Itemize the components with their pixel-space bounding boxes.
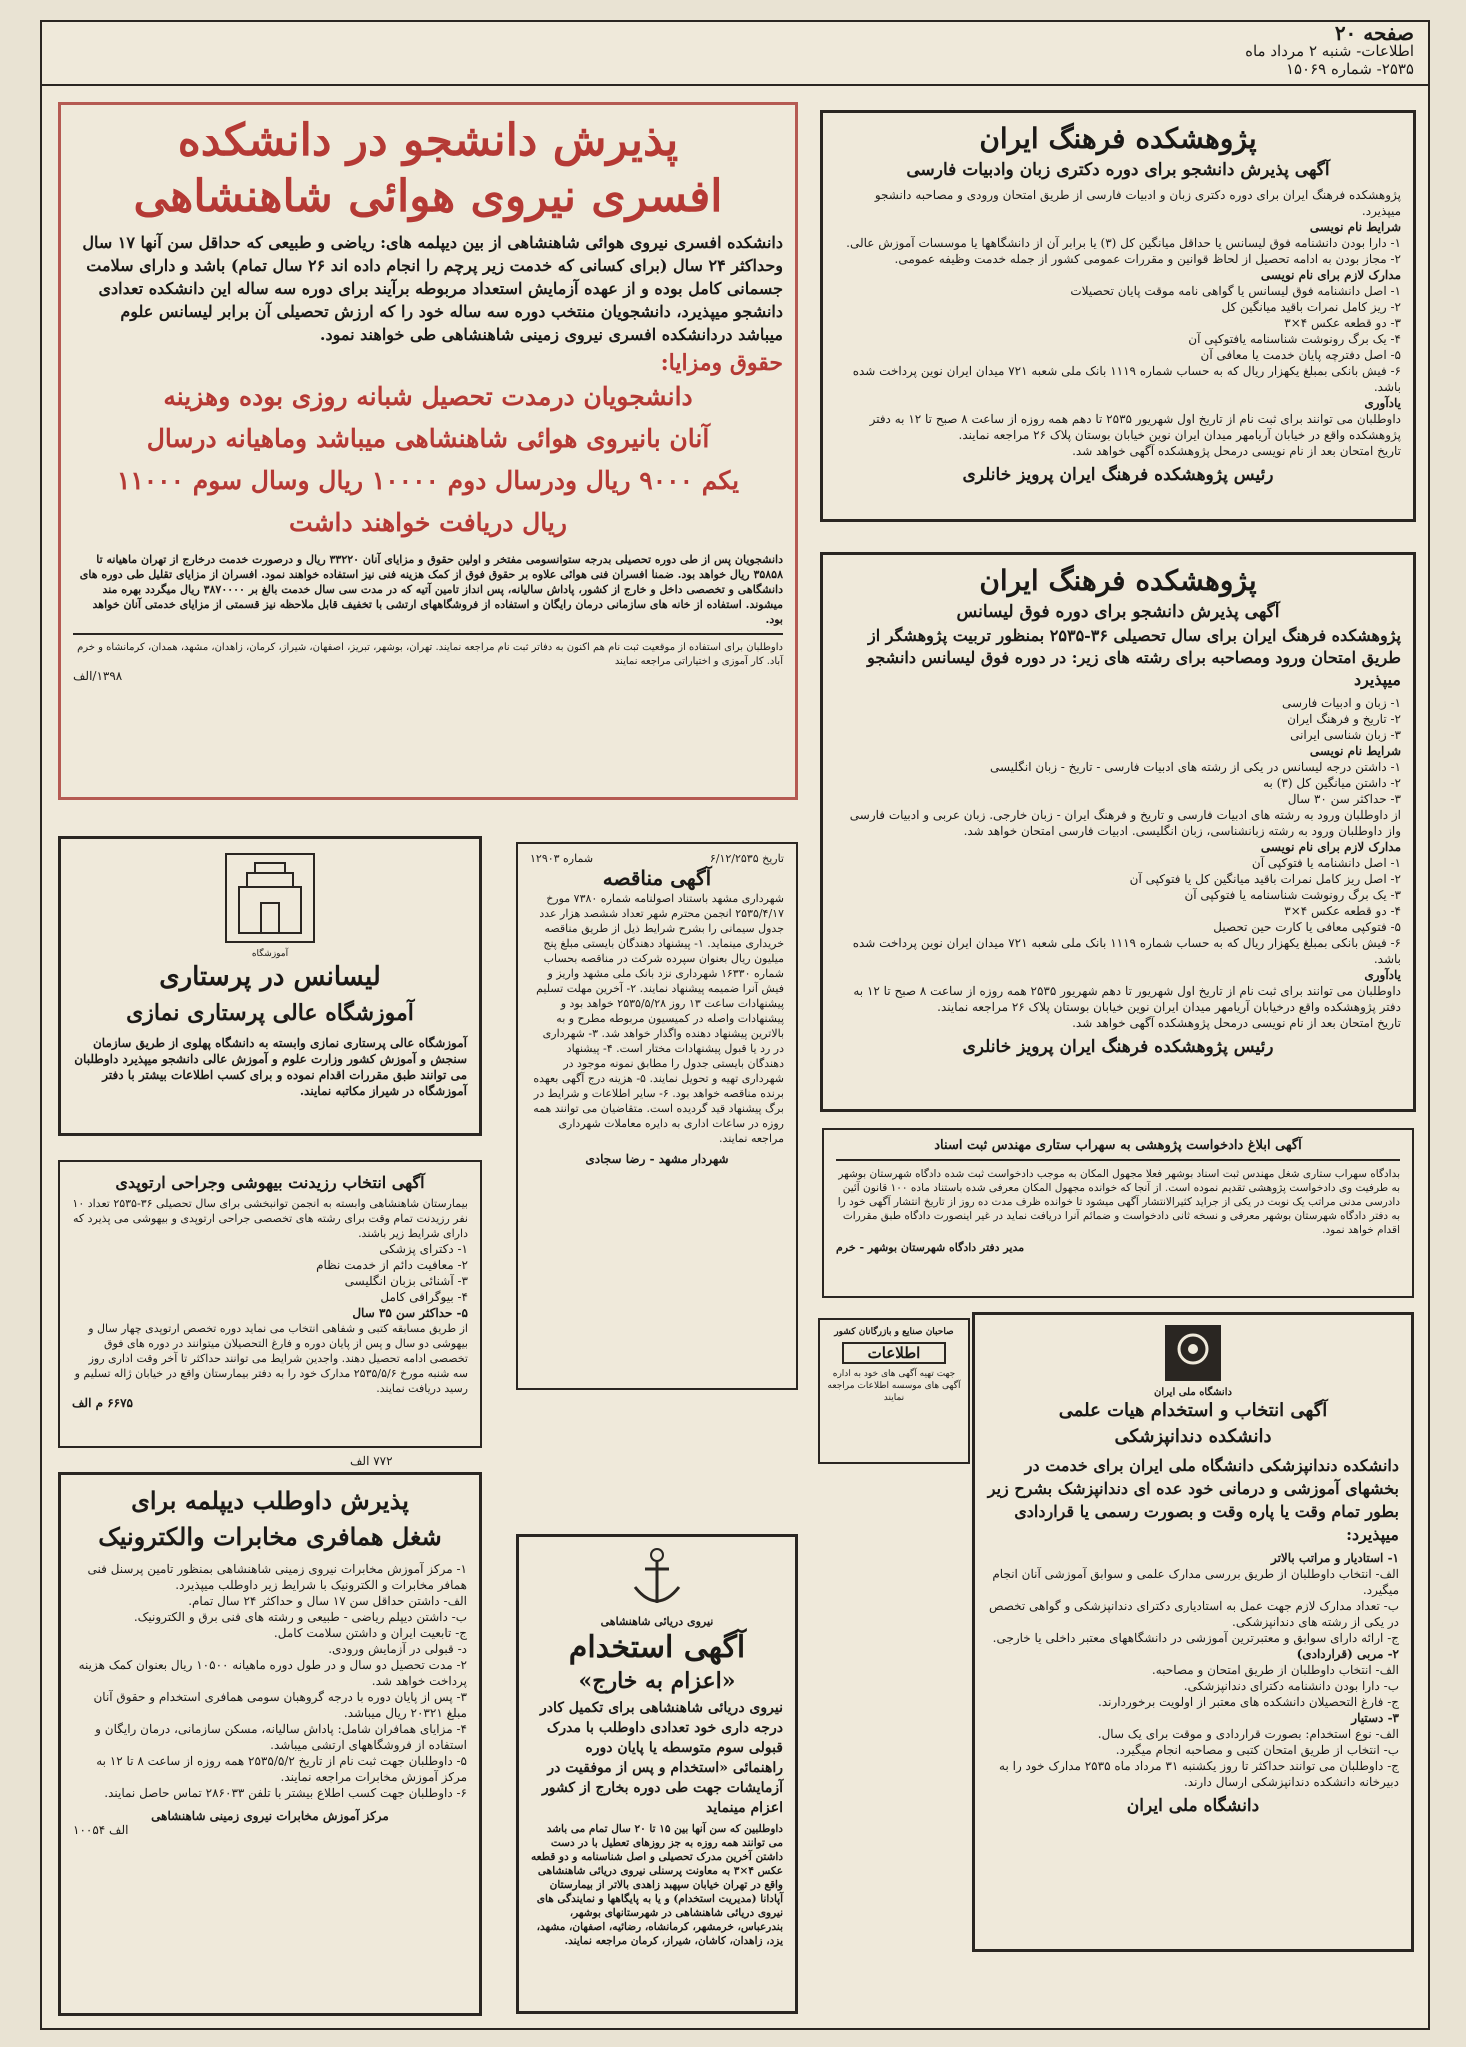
tender-number: شماره ۱۲۹۰۳ — [530, 852, 594, 865]
summons-title: آگهی ابلاغ دادخواست پژوهشی به سهراب ستاری مهندس ثبت اسناد — [934, 1138, 1302, 1153]
nursing-ad — [58, 836, 482, 1136]
tender-body: شهرداری مشهد باستناد اصولنامه شماره ۷۳۸۰ مورخ ۲۵۳۵/۴/۱۷ انجمن محترم شهر تعداد ششصد هزار عدد جدول سیمانی را بشرح شرایط ذیل از طریق مناقصه خریداری مینماید. ۱- پیشنهاد دهندگان بایستی مبلغ پنج میلیون ریال بعنوان سپرده شرکت در مناقصه بحساب شماره ۱۶۳۳۰ شهرداری نزد بانک ملی مشهد واریز و فیش آنرا ضمیمه پیشنهاد نمایند. ۲- آخرین مهلت تسلیم پیشنهادات ساعت ۱۳ روز ۲۵۳۵/۵/۲۸ خواهد بود و پیشنهادات واصله در کمیسیون مربوطه مطرح و به بالاترین پیشنهاد دهنده واگذار خواهد شد. ۳- شهرداری در رد یا قبول پیشنهادات مختار است. ۴- پیشنهاد دهندگان بایستی جدول را مطابق نمونه موجود در شهرداری تهیه و تحویل نمایند. ۵- هزینه درج آگهی بعهده برنده مناقصه خواهد بود. ۶- سایر اطلاعات و شرایط در برگ پیشنهاد قید گردیده است. متقاضیان می توانند همه روزه در ساعات اداری به دایره معاملات شهرداری مراجعه نمایند. — [533, 892, 784, 1145]
list-item: ج- فارغ التحصیلان دانشکده های معتبر از اولویت برخوردارند. — [1098, 1695, 1399, 1709]
list-item: ج- ارائه دارای سوابق و معتبرترین آموزشی در دانشگاههای معتبر داخلی یا خارجی. — [992, 1631, 1399, 1645]
university-logo-icon — [1163, 1323, 1223, 1383]
list-item: ۳- پس از پایان دوره با درجه گروهبان سومی همافری استخدام و حقوق آنان مبلغ ۲۰۳۲۱ ریال میباشد. — [93, 1690, 467, 1720]
list-item: ۲- تاریخ و فرهنگ ایران — [1287, 712, 1401, 726]
list-item: ۴- بیوگرافی کامل — [380, 1290, 468, 1304]
summons-divider — [836, 1159, 1400, 1161]
list-item: ۶- داوطلبان جهت کسب اطلاع بیشتر با تلفن ۲۸۶۰۳۳ تماس حاصل نمایند. — [104, 1786, 467, 1800]
masthead-date: اطلاعات- شنبه ۲ مرداد ماه — [1245, 42, 1414, 60]
airforce-divider — [73, 633, 783, 635]
list-item: ج- داوطلبان می توانند حداکثر تا روز یکشنبه ۳۱ مرداد ماه ۲۵۳۵ مدارک خود را به دبیرخانه دانشکده دندانپزشکی ارسال دارند. — [999, 1759, 1399, 1789]
ettelaat-ad — [818, 1318, 970, 1464]
list-item: ۵- فتوکپی معافی یا کارت حین تحصیل — [1213, 920, 1401, 934]
list-item: د- قبولی در آزمایش ورودی. — [328, 1642, 467, 1656]
dentistry-title-2: دانشکده دندانپزشکی — [1114, 1426, 1272, 1447]
telecom-title-1: پذیرش داوطلب دیپلمه برای — [131, 1486, 409, 1515]
masthead-issue: ۲۵۳۵- شماره ۱۵۰۶۹ — [1285, 60, 1414, 78]
research-ms-intro: پژوهشکده فرهنگ ایران برای سال تحصیلی ۳۶-۲۵۳۵ بمنظور تربیت پژوهشگر از طریق امتحان ورود ومصاحبه برای رشته های زیر: در دوره فوق لیسانس دانشجو میپذیرد — [867, 626, 1401, 689]
ettelaat-title: صاحبان صنایع و بازرگانان کشور — [834, 1327, 954, 1337]
tender-meta — [530, 852, 784, 865]
nursing-title-1: لیسانس در پرستاری — [159, 962, 381, 992]
list-item: یادآوری — [1364, 968, 1401, 982]
list-item: ۳- دو قطعه عکس ۴×۳ — [1284, 316, 1401, 330]
masthead-info — [1245, 21, 1414, 78]
navy-title: آگهی استخدام — [568, 1630, 746, 1665]
list-item: شرایط نام نویسی — [1309, 220, 1401, 234]
list-item: ۳- یک برگ رونوشت شناسنامه یا فتوکپی آن — [1184, 888, 1401, 902]
research-phd-subtitle: آگهی پذیرش دانشجو برای دوره دکتری زبان وادبیات فارسی — [906, 160, 1330, 180]
list-item: الف- انتخاب داوطلبان از طریق امتحان و مصاحبه. — [1151, 1663, 1399, 1677]
residency-ad — [58, 1160, 482, 1448]
tender-title: آگهی مناقصه — [602, 866, 712, 890]
dentistry-intro: دانشکده دندانپزشکی دانشگاه ملی ایران برای خدمت در بخشهای آموزشی و درمانی خود عده ای دندانپزشک بشرح زیر بطور تمام وقت یا پاره وقت و بصورت رسمی یا قراردادی میپذیرد: — [987, 1456, 1399, 1544]
list-item: یادآوری — [1364, 396, 1401, 410]
list-item: ۱- استادیار و مراتب بالاتر — [1270, 1551, 1399, 1565]
list-item: ۱- اصل دانشنامه یا فتوکپی آن — [1251, 856, 1401, 870]
telecom-list — [73, 1561, 467, 1801]
airforce-intro: دانشکده افسری نیروی هوائی شاهنشاهی از بین دیپلمه های: ریاضی و طبیعی که حداقل سن آنها ۱۷ سال وحداکثر ۲۴ سال (برای کسانی که خدمت زیر پرچم را انجام داده اند ۲۶ سال تمام) باشد و دارای سلامت جسمانی کامل بوده و از عهده آزمایش استعداد مربوطه برآیند برای دوره سه ساله این دانشکده تعدادی دانشجو میپذیرد، دانشجویان منتخب دوره سه ساله خود را که ارزش تحصیلی آن برابر لیسانس علوم میباشد دردانشکده افسری نیروی زمینی شاهنشاهی طی خواهند نمود. — [82, 233, 783, 344]
airforce-title-1: پذیرش دانشجو در دانشکده — [177, 115, 679, 166]
list-item: ۱- دارا بودن دانشنامه فوق لیسانس یا حداقل میانگین کل (۳) یا برابر آن از دانشگاهها یا موسسات آموزش عالی. — [846, 236, 1401, 250]
telecom-sign: مرکز آموزش مخابرات نیروی زمینی شاهنشاهی — [151, 1809, 389, 1823]
research-phd-list — [835, 187, 1401, 459]
navy-subtitle: «اعزام به خارج» — [578, 1668, 736, 1694]
airforce-footer: داوطلبان برای استفاده از موقعیت ثبت نام هم اکنون به دفاتر ثبت نام مراجعه نمایند. تهران، بوشهر، تبریز، اصفهان، شیراز، کرمان، زاهدان، مشهد، همدان، کرمانشاه و خرم آباد. کار آموزی و اختیاراتی مراجعه نمایند — [77, 642, 783, 667]
list-item: ۲- مربی (قراردادی) — [1296, 1647, 1399, 1661]
residency-ref-2: ۷۷۲ الف — [350, 1454, 393, 1468]
list-item: ۵- اصل دفترچه پایان خدمت یا معافی آن — [1200, 348, 1401, 362]
navy-emblem — [531, 1545, 783, 1615]
airforce-details: دانشجویان پس از طی دوره تحصیلی بدرجه ستوانسومی مفتخر و اولین حقوق و مزایای آنان ۳۳۲۲۰ ریال و درصورت خدمت درخارج از تهران ماهیانه تا ۳۵۸۵۸ ریال خواهد بود. ضمنا افسران فنی هوائی علاوه بر حقوق فوق از کمک هزینه فنی نیز استفاده خواهند نمود. افسران از مزایای تقلیل طی دوره های دانشگاهی و تخصصی داخل و خارج از کشور، پاداش سالیانه، پس انداز تامین آتیه که در مدت سی سال خدمت بالغ بر ۳۸۷۰۰۰۰ ریال میگردد بهره مند میشوند. استفاده از خانه های سازمانی درمان رایگان و استفاده از فروشگاههای ارتشی با تخفیف قابل ملاحظه نیز قسمتی از مزایای خدمتی آنان خواهد بود. — [79, 553, 783, 626]
nursing-title-2: آموزشگاه عالی پرستاری نمازی — [126, 1000, 414, 1026]
navy-ad — [516, 1534, 798, 2014]
tender-date: تاریخ ۶/۱۲/۲۵۳۵ — [709, 852, 784, 865]
ettelaat-logo: اطلاعات — [842, 1342, 946, 1364]
list-item: ۳- زبان شناسی ایرانی — [1290, 728, 1401, 742]
list-item: ۲- اصل ریز کامل نمرات باقید میانگین کل یا فتوکپی آن — [1129, 872, 1401, 886]
ettelaat-body: جهت تهیه آگهی های خود به اداره آگهی های موسسه اطلاعات مراجعه نمایند — [827, 1369, 961, 1403]
list-item: ۶- فیش بانکی بمبلغ یکهزار ریال که به حساب شماره ۱۱۱۹ بانک ملی شعبه ۷۲۱ میدان ایران نوین پرداخت شده باشد. — [852, 936, 1401, 966]
nursing-emblem-text: آموزشگاه — [251, 949, 289, 959]
dentistry-list — [987, 1550, 1399, 1790]
list-item: الف- نوع استخدام: بصورت قراردادی و موقت برای یک سال. — [1097, 1727, 1399, 1741]
airforce-benefits-4: ریال دریافت خواهند داشت — [289, 508, 567, 537]
list-item: ۱- داشتن درجه لیسانس در یکی از رشته های ادبیات فارسی - تاریخ - زبان انگلیسی — [989, 760, 1401, 774]
list-item: ب- تعداد مدارک لازم جهت عمل به استادیاری دکترای دندانپزشکی و گواهی تخصص در یکی از رشته های دندانپزشکی. — [989, 1599, 1399, 1629]
telecom-ad — [58, 1472, 482, 2016]
anchor-icon — [627, 1545, 687, 1611]
list-item: ۲- داشتن میانگین کل (۳) به — [1263, 776, 1401, 790]
list-item: ۳- حداکثر سن ۳۰ سال — [1287, 792, 1401, 806]
tender-ad — [516, 842, 798, 1390]
residency-body-2: از طریق مسابقه کتبی و شفاهی انتخاب می نماید دوره تخصص ارتوپدی چهار سال و بیهوشی دو سال و پس از پایان دوره و فارغ التحصیلان میتوانند در دوره های فوق تخصصی ادامه تحصیل دهند. واجدین شرایط می توانند حداکثر تا آخر وقت اداری روز سه شنبه مورخ ۲۵۳۵/۵/۶ مدارک خود را به دفتر بیمارستان واقع در خیابان ژاله تسلیم و رسید دریافت نمایند. — [74, 1322, 468, 1395]
summons-ad — [822, 1128, 1414, 1298]
airforce-ref: ۱۳۹۸/الف — [73, 669, 123, 683]
list-item: تاریخ امتحان بعد از نام نویسی درمحل پژوهشکده آگهی خواهد شد. — [1072, 444, 1401, 458]
list-item: ۱- دکترای پزشکی — [379, 1242, 468, 1256]
list-item: ۶- فیش بانکی بمبلغ یکهزار ریال که به حساب شماره ۱۱۱۹ بانک ملی شعبه ۷۲۱ میدان ایران نوین پرداخت شده باشد. — [852, 364, 1401, 394]
list-item: ۲- مدت تحصیل دو سال و در طول دوره ماهیانه ۱۰۵۰۰ ریال بعنوان کمک هزینه پرداخت خواهد شد. — [78, 1658, 467, 1688]
list-item: ۱- زبان و ادبیات فارسی — [1282, 696, 1401, 710]
list-item: داوطلبان می توانند برای ثبت نام از تاریخ اول شهریور ۲۵۳۵ تا دهم همه روزه از ساعت ۸ صبح تا ۱۲ به دفتر پژوهشکده واقع در خیابان آریامهر میدان ایران نوین خیابان بوستان پلاک ۲۶ مراجعه نمایند. — [869, 412, 1401, 442]
building-icon — [235, 858, 305, 938]
airforce-title-2: افسری نیروی هوائی شاهنشاهی — [133, 171, 723, 222]
list-item: ۲- معافیت دائم از خدمت نظام — [316, 1258, 468, 1272]
list-item: از داوطلبان ورود به رشته های ادبیات فارسی و تاریخ و فرهنگ ایران - زبان خارجی. زبان عربی و ادبیات فارسی واز داوطلبان ورود به رشته زبانشناسی، زبان انگلیسی. ادبیات فارسی امتحان خواهد شد. — [849, 808, 1401, 838]
nursing-emblem — [225, 853, 315, 943]
residency-body: بیمارستان شاهنشاهی وابسته به انجمن توانبخشی برای سال تحصیلی ۳۶-۲۵۳۵ تعداد ۱۰ نفر رزیدنت تمام وقت برای رشته های تخصصی جراحی ارتوپدی و بیهوشی می پذیرد که دارای شرایط زیر باشند. — [72, 1197, 468, 1240]
list-item: ۱- اصل دانشنامه فوق لیسانس یا گواهی نامه موقت پایان تحصیلات — [1070, 284, 1401, 298]
list-item: ۴- یک برگ رونوشت شناسنامه یافتوکپی آن — [1188, 332, 1401, 346]
dentistry-logo-text: دانشگاه ملی ایران — [1154, 1387, 1232, 1398]
page-number: صفحه ۲۰ — [1334, 21, 1414, 45]
dentistry-sign: دانشگاه ملی ایران — [1126, 1796, 1260, 1816]
research-ms-subtitle: آگهی پذیرش دانشجو برای دوره فوق لیسانس — [956, 602, 1280, 622]
list-item: ۳- دستیار — [1351, 1711, 1399, 1725]
dentistry-ad — [972, 1312, 1414, 1952]
navy-emblem-text: نیروی دریائی شاهنشاهی — [600, 1615, 714, 1628]
airforce-benefits-1: دانشجویان درمدت تحصیل شبانه روزی بوده وهزینه — [163, 382, 693, 411]
list-item: ب- دارا بودن دانشنامه دکترای دندانپزشکی. — [1183, 1679, 1399, 1693]
nursing-body: آموزشگاه عالی پرستاری نمازی وابسته به دانشگاه پهلوی از طریق سازمان سنجش و آموزش کشور وزارت علوم و آموزش عالی دانشجو میپذیرد داوطلبان می توانند طبق مقررات اقدام نموده و برای کسب اطلاعات بیشتر با دفتر آموزشگاه در شیراز مکاتبه نمایند. — [74, 1036, 467, 1098]
telecom-title-2: شغل همافری مخابرات والکترونیک — [98, 1522, 442, 1551]
list-item: ۲- مجاز بودن به ادامه تحصیل از لحاظ قوانین و مقررات عمومی کشور از جمله خدمت وظیفه عمومی. — [894, 252, 1401, 266]
list-item: ب- داشتن دیپلم ریاضی - طبیعی و رشته های فنی برق و الکترونیک. — [133, 1610, 467, 1624]
masthead — [40, 20, 1430, 86]
list-item: ۵- داوطلبان جهت ثبت نام از تاریخ ۲۵۳۵/۵/۲ همه روزه از ساعت ۸ تا ۱۲ به مرکز آموزش مخابرات مراجعه نمایند. — [96, 1754, 467, 1784]
research-ms-list — [835, 695, 1401, 1031]
residency-list — [72, 1241, 468, 1321]
summons-sign: مدیر دفتر دادگاه شهرستان بوشهر - خرم — [836, 1241, 1025, 1254]
dentistry-logo — [987, 1323, 1399, 1387]
list-item: داوطلبان می توانند برای ثبت نام از تاریخ اول شهریور تا دهم شهریور ۲۵۳۵ همه روزه از ساعت ۸ صبح تا ۱۲ به دفتر پژوهشکده واقع درخیابان آریامهر میدان ایران نوین خیابان بوستان پلاک ۲۶ مراجعه نمایند. — [853, 984, 1401, 1014]
research-ms-ad — [820, 552, 1416, 1112]
list-item: ۴- مزایای همافران شامل: پاداش سالیانه، مسکن سازمانی، درمان رایگان و استفاده از فروشگاههای ارتشی میباشد. — [95, 1722, 467, 1752]
list-item: ج- تابعیت ایران و داشتن سلامت کامل. — [273, 1626, 467, 1640]
airforce-benefits-title: حقوق ومزایا: — [660, 350, 783, 376]
list-item: مدارک لازم برای نام نویسی — [1260, 268, 1401, 282]
list-item: ۵- حداکثر سن ۳۵ سال — [352, 1306, 468, 1320]
airforce-benefits-2: آنان بانیروی هوائی شاهنشاهی میباشد وماهیانه درسال — [146, 424, 710, 453]
list-item: ب- انتخاب از طریق امتحان کتبی و مصاحبه انجام میگیرد. — [1115, 1743, 1399, 1757]
list-item: الف- داشتن حداقل سن ۱۷ سال و حداکثر ۲۴ سال تمام. — [188, 1594, 467, 1608]
list-item: الف- انتخاب داوطلبان از طریق بررسی مدارک علمی و سوابق آموزشی آنان انجام میگیرد. — [992, 1567, 1399, 1597]
research-phd-ad — [820, 110, 1416, 522]
telecom-ref: الف ۱۰۰۵۴ — [73, 1823, 129, 1837]
residency-title: آگهی انتخاب رزیدنت بیهوشی وجراحی ارتوپدی — [115, 1173, 425, 1192]
list-item: شرایط نام نویسی — [1309, 744, 1401, 758]
list-item: ۱- مرکز آموزش مخابرات نیروی زمینی شاهنشاهی بمنظور تامین پرسنل فنی همافر مخابرات و الکترونیک با شرایط زیر داوطلب میپذیرد. — [87, 1562, 467, 1592]
tender-sign: شهردار مشهد - رضا سجادی — [585, 1152, 729, 1166]
summons-body: بدادگاه سهراب ستاری شغل مهندس ثبت اسناد بوشهر فعلا مجهول المکان به موجب دادخواست ثبت شده دادگاه شهرستان بوشهر به طرفیت وی دادخواست پژوهشی تقدیم نموده است. از آنجا که خوانده مجهول المکان معرفی شده باستناد ماده ۱۰۰ قانون آئین دادرسی مدنی مراتب یک نوبت در یکی از جراید کثیرالانتشار آگهی میشود تا خوانده ظرف مدت ده روز از تاریخ انتشار آگهی خود را به دفتر دادگاه شهرستان بوشهر معرفی و نسخه ثانی دادخواست و ضمائم آنرا دریافت نماید در غیر اینصورت دادگاه طبق مقررات اقدام خواهد نمود. — [837, 1168, 1400, 1236]
list-item: پژوهشکده فرهنگ ایران برای دوره دکتری زبان و ادبیات فارسی از طریق امتحان ورودی و مصاحبه دانشجو میپذیرد. — [874, 188, 1401, 218]
navy-body: داوطلبین که سن آنها بین ۱۵ تا ۲۰ سال تمام می باشد می توانند همه روزه به جز روزهای تعطیل با در دست داشتن آخرین مدرک تحصیلی و اصل شناسنامه و دو قطعه عکس ۴×۳ به معاونت پرسنلی نیروی دریائی شاهنشاهی واقع در تهران خیابان سپهبد زاهدی بالاتر از بیمارستان آپادانا (مدیریت استخدام) و یا به پایگاهها و نمایندگی های نیروی دریائی شاهنشاهی در شهرستانهای بوشهر، بندرعباس، خرمشهر، کرمانشاه، رضائیه، اصفهان، مشهد، یزد، زاهدان، کاشان، شیراز، کرمان مراجعه نمایند. — [531, 1823, 783, 1947]
research-phd-sign: رئیس پژوهشکده فرهنگ ایران پرویز خانلری — [962, 465, 1274, 485]
list-item: ۳- آشنائی بزبان انگلیسی — [344, 1274, 468, 1288]
list-item: مدارک لازم برای نام نویسی — [1260, 840, 1401, 854]
dentistry-title-1: آگهی انتخاب و استخدام هیات علمی — [1058, 1400, 1328, 1421]
list-item: تاریخ امتحان بعد از نام نویسی درمحل پژوهشکده آگهی خواهد شد. — [1072, 1016, 1401, 1030]
navy-body-bold: نیروی دریائی شاهنشاهی برای تکمیل کادر درجه داری خود تعدادی داوطلب با مدرک قبولی سوم متوسطه یا پایان دوره راهنمائی «استخدام و پس از موفقیت در آزمایشات جهت طی دوره بخارج از کشور اعزام مینماید — [539, 1700, 783, 1816]
research-phd-title: پژوهشکده فرهنگ ایران — [979, 122, 1257, 155]
research-ms-title: پژوهشکده فرهنگ ایران — [979, 564, 1257, 597]
research-ms-sign: رئیس پژوهشکده فرهنگ ایران پرویز خانلری — [962, 1037, 1274, 1057]
residency-ref: ۶۶۷۵ م الف — [72, 1396, 133, 1410]
list-item: ۴- دو قطعه عکس ۴×۳ — [1284, 904, 1401, 918]
airforce-ad — [58, 102, 798, 800]
airforce-benefits-3: یکم ۹۰۰۰ ریال ودرسال دوم ۱۰۰۰۰ ریال وسال سوم ۱۱۰۰۰ — [116, 466, 740, 495]
list-item: ۲- ریز کامل نمرات باقید میانگین کل — [1221, 300, 1401, 314]
